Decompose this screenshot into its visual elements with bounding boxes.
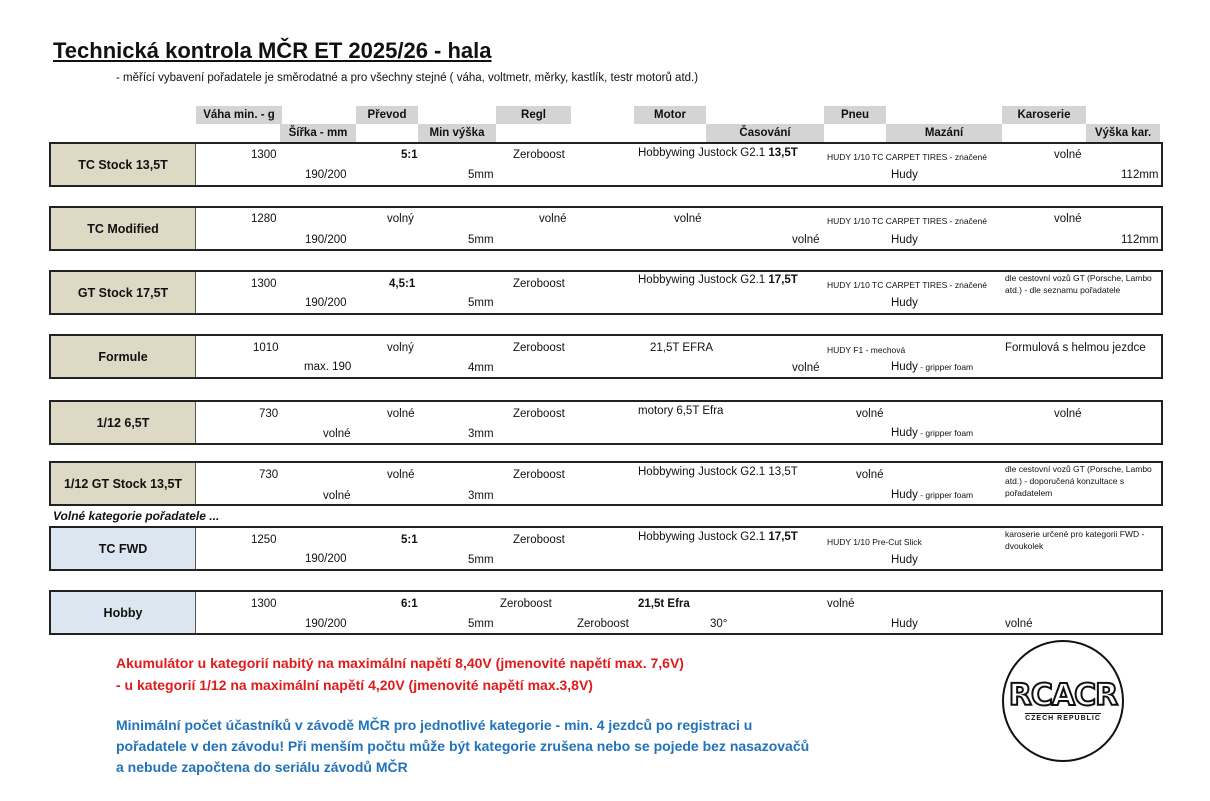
page-title: Technická kontrola MČR ET 2025/26 - hala [53,38,492,63]
category-label: 1/12 GT Stock 13,5T [51,463,196,504]
mazani-value: Hudy [891,169,918,181]
regl-value: Zeroboost [513,149,565,161]
motor-value: 21,5T EFRA [650,342,714,354]
header-pneu: Pneu [824,106,886,124]
motor-value: Hobbywing Justock G2.1 17,5T [638,274,798,286]
table-row [49,142,1163,187]
regl-value: Zeroboost [513,342,565,354]
mazani-value: Hudy - gripper foam [891,361,974,373]
header-casovani: Časování [706,124,824,142]
vaha-value: 1280 [251,213,277,225]
header-regl: Regl [496,106,571,124]
category-label: 1/12 6,5T [51,402,196,443]
table-row [49,590,1163,635]
prevod-value: 5:1 [401,534,418,546]
category-label: Hobby [51,592,196,633]
vaha-value: 1010 [253,342,279,354]
regl-value: Zeroboost [513,534,565,546]
motor-value: volné [674,213,702,225]
vyska-kar-value: volné [1005,618,1033,630]
header-sirka: Šířka - mm [280,124,356,142]
pneu-value: volné [856,408,884,420]
table-row [49,270,1163,315]
vaha-value: 1300 [251,149,277,161]
table-row [49,334,1163,379]
min-vyska-value: 5mm [468,554,494,566]
pneu-value: volné [856,469,884,481]
regl-value: volné [539,213,567,225]
category-label: Formule [51,336,196,377]
min-vyska-value: 3mm [468,428,494,440]
casovani-value: volné [792,362,820,374]
logo-text: RCACR [1008,678,1118,713]
prevod-value: volný [387,213,414,225]
table-row [49,526,1163,571]
motor-value: Hobbywing Justock G2.1 13,5T [638,466,798,478]
category-label: TC Stock 13,5T [51,144,196,185]
logo-subtext: CZECH REPUBLIC [1025,715,1101,722]
motor-value: motory 6,5T Efra [638,405,724,417]
regl-secondary-value: Zeroboost [577,618,629,630]
prevod-value: volné [387,408,415,420]
regl-value: Zeroboost [513,278,565,290]
mazani-value: Hudy [891,234,918,246]
pneu-value: volné [827,598,855,610]
mazani-value: Hudy [891,297,918,309]
sirka-value: 190/200 [305,297,347,309]
min-vyska-value: 5mm [468,618,494,630]
sirka-value: 190/200 [305,618,347,630]
category-label: GT Stock 17,5T [51,272,196,313]
header-karoserie: Karoserie [1002,106,1086,124]
mazani-value: Hudy - gripper foam [891,489,974,501]
vaha-value: 1250 [251,534,277,546]
mazani-value: Hudy - gripper foam [891,427,974,439]
min-vyska-value: 5mm [468,169,494,181]
table-row [49,400,1163,445]
header-motor: Motor [634,106,706,124]
participants-note: Minimální počet účastníků v závodě MČR pro jednotlivé kategorie - min. 4 jezdců po registraci u pořadatele v den závodu! Při menším počtu může být kategorie zrušena nebo se pojede bez nasazovačů a nebude započtena do seriálu závodů MČR [116,717,810,775]
table-row [49,206,1163,251]
rcacr-logo [1002,640,1124,762]
category-label: TC Modified [51,208,196,249]
battery-note-1-12: - u kategorií 1/12 na maximální napětí 4,20V (jmenovité napětí max.3,8V) [116,677,593,693]
header-min-vyska: Min výška [418,124,496,142]
sirka-value: 190/200 [305,169,347,181]
vaha-value: 730 [259,469,279,481]
pneu-value: HUDY 1/10 TC CARPET TIRES - značené [827,216,987,226]
sirka-value: volné [323,428,351,440]
header-vaha: Váha min. - g [196,106,282,124]
sirka-value: 190/200 [305,234,347,246]
vyska-kar-value: 112mm [1121,234,1159,246]
table-row [49,461,1163,506]
karoserie-value: karoserie určené pro kategorii FWD - dvoukolek [1005,529,1145,551]
karoserie-value: Formulová s helmou jezdce [1005,342,1146,354]
pneu-value: HUDY F1 - mechová [827,345,906,355]
min-vyska-value: 4mm [468,362,494,374]
regl-value: Zeroboost [500,598,552,610]
category-label: TC FWD [51,528,196,569]
karoserie-value: volné [1054,149,1082,161]
motor-value: Hobbywing Justock G2.1 13,5T [638,147,798,159]
vaha-value: 1300 [251,598,277,610]
sirka-value: volné [323,490,351,502]
prevod-value: 4,5:1 [389,278,416,290]
prevod-value: volný [387,342,414,354]
battery-note: Akumulátor u kategorií nabitý na maximální napětí 8,40V (jmenovité napětí max. 7,6V) [116,655,684,671]
casovani-value: volné [792,234,820,246]
pneu-value: HUDY 1/10 TC CARPET TIRES - značené [827,280,987,290]
prevod-value: 6:1 [401,598,418,610]
karoserie-value: volné [1054,408,1082,420]
pneu-value: HUDY 1/10 TC CARPET TIRES - značené [827,152,987,162]
min-vyska-value: 3mm [468,490,494,502]
vaha-value: 730 [259,408,279,420]
header-vyska-kar: Výška kar. [1086,124,1160,142]
sirka-value: 190/200 [305,553,347,565]
min-vyska-value: 5mm [468,297,494,309]
vaha-value: 1300 [251,278,277,290]
prevod-value: volné [387,469,415,481]
pneu-value: HUDY 1/10 Pre-Cut Slick [827,537,922,547]
regl-value: Zeroboost [513,408,565,420]
casovani-value: 30° [710,618,728,630]
motor-value: 21,5t Efra [638,598,690,610]
page-subtitle: - měřící vybavení pořadatele je směrodatné a pro všechny stejné ( váha, voltmetr, měrky, kastlík, testr motorů atd.) [116,72,699,84]
min-vyska-value: 5mm [468,234,494,246]
karoserie-value: dle cestovní vozů GT (Porsche, Lambo atd.) - dle seznamu pořadatele [1005,273,1152,295]
vyska-kar-value: 112mm [1121,169,1159,181]
regl-value: Zeroboost [513,469,565,481]
mazani-value: Hudy [891,554,918,566]
karoserie-value: volné [1054,213,1082,225]
prevod-value: 5:1 [401,149,418,161]
motor-value: Hobbywing Justock G2.1 17,5T [638,531,798,543]
header-mazani: Mazání [886,124,1002,142]
mazani-value: Hudy [891,618,918,630]
header-prevod: Převod [356,106,418,124]
sirka-value: max. 190 [304,361,352,373]
free-categories-label: Volné kategorie pořadatele ... [53,509,220,523]
karoserie-value: dle cestovní vozů GT (Porsche, Lambo atd.) - doporučená konzultace s pořadatelem [1005,464,1152,498]
